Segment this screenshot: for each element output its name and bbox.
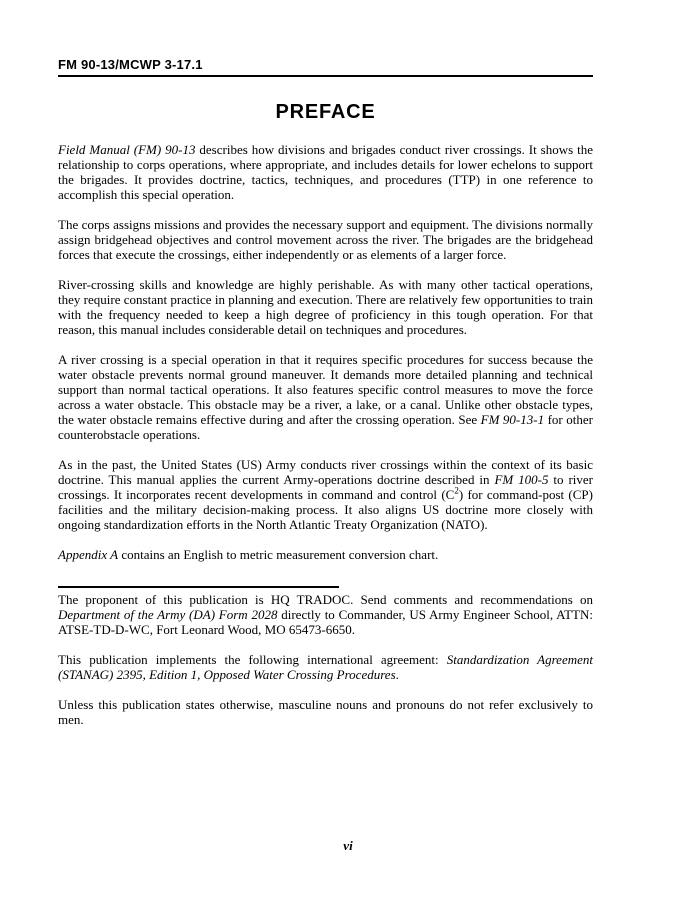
text-run: Department of the Army (DA) Form 2028 [58,607,278,622]
text-run: Appendix A [58,547,119,562]
text-run: Field Manual (FM) 90-13 [58,142,196,157]
text-run: River-crossing skills and knowledge are highly perishable. As with many other tactical operations, they require constant practice in planning and execution. There are relatively few opportunities to train with the frequency needed to keep a high degree of proficiency in this tough operation. For that reason, this manual includes considerable detail on techniques and procedures. [58,277,593,337]
text-run: describes how divisions and brigades conduct river crossings. It shows the relationship to corps operations, where appropriate, and includes details for lower echelons to support the brigades. It provides doctrine, tactics, techniques, and procedures (TTP) in one reference to accomplish this special operation. [58,142,593,202]
text-run: A river crossing is a special operation in that it requires specific procedures for success because the water obstacle prevents normal ground maneuver. It demands more detailed planning and technical support than normal tactical operations. It also features specific control measures to move the force across a water obstacle. This obstacle may be a river, a lake, or a canal. Unlike other obstacle types, the water obstacle remains effective during and after the crossing operation. See [58,352,593,427]
paragraph [58,142,593,202]
paragraph [58,652,593,682]
text-run: This publication implements the following international agreement: [58,652,447,667]
paragraph [58,547,593,562]
paragraph [58,277,593,337]
text-run: Unless this publication states otherwise, masculine nouns and pronouns do not refer exclusively to men. [58,697,593,727]
text-run: to river crossings. It incorporates recent developments in command and control (C [58,472,594,502]
paragraph [58,352,593,442]
footer-paragraphs [58,592,593,727]
text-run: Standardization Agreement (STANAG) 2395, Edition 1, Opposed Water Crossing Procedures [58,652,593,682]
paragraph [58,592,593,637]
page-number: vi [343,838,353,853]
main-paragraphs [58,142,593,562]
text-run: . [395,667,399,682]
text-run: The proponent of this publication is HQ TRADOC. Send comments and recommendations on [58,592,593,607]
paragraph [58,697,593,727]
page-title: PREFACE [275,101,376,123]
text-run: ) for command-post (CP) facilities and the military decision-making process. It also aligns US doctrine more closely with ongoing standardization efforts in the North Atlantic Treaty Organization (NATO). [58,487,593,532]
text-run: 2 [454,485,459,496]
text-run: directly to Commander, US Army Engineer School, ATTN: ATSE-TD-D-WC, Fort Leonard Wood, MO 65473-6650. [58,607,593,637]
document-id: FM 90-13/MCWP 3-17.1 [58,57,203,72]
paragraph [58,457,593,532]
text-run: FM 90-13-1 [480,412,545,427]
text-run: As in the past, the United States (US) Army conducts river crossings within the context of its basic doctrine. This manual applies the current Army-operations doctrine described in [58,457,593,487]
page-header [58,57,593,77]
text-run: contains an English to metric measurement conversion chart. [118,547,439,562]
text-run: The corps assigns missions and provides the necessary support and equipment. The divisions normally assign bridgehead objectives and control movement across the river. The brigades are the bridgehead forces that execute the crossings, either independently or as elements of a larger force. [58,217,593,262]
text-run: for other counterobstacle operations. [58,412,593,442]
footnote-rule [58,586,339,588]
preface-body [58,142,593,727]
paragraph [58,217,593,262]
text-run: FM 100-5 [494,472,549,487]
